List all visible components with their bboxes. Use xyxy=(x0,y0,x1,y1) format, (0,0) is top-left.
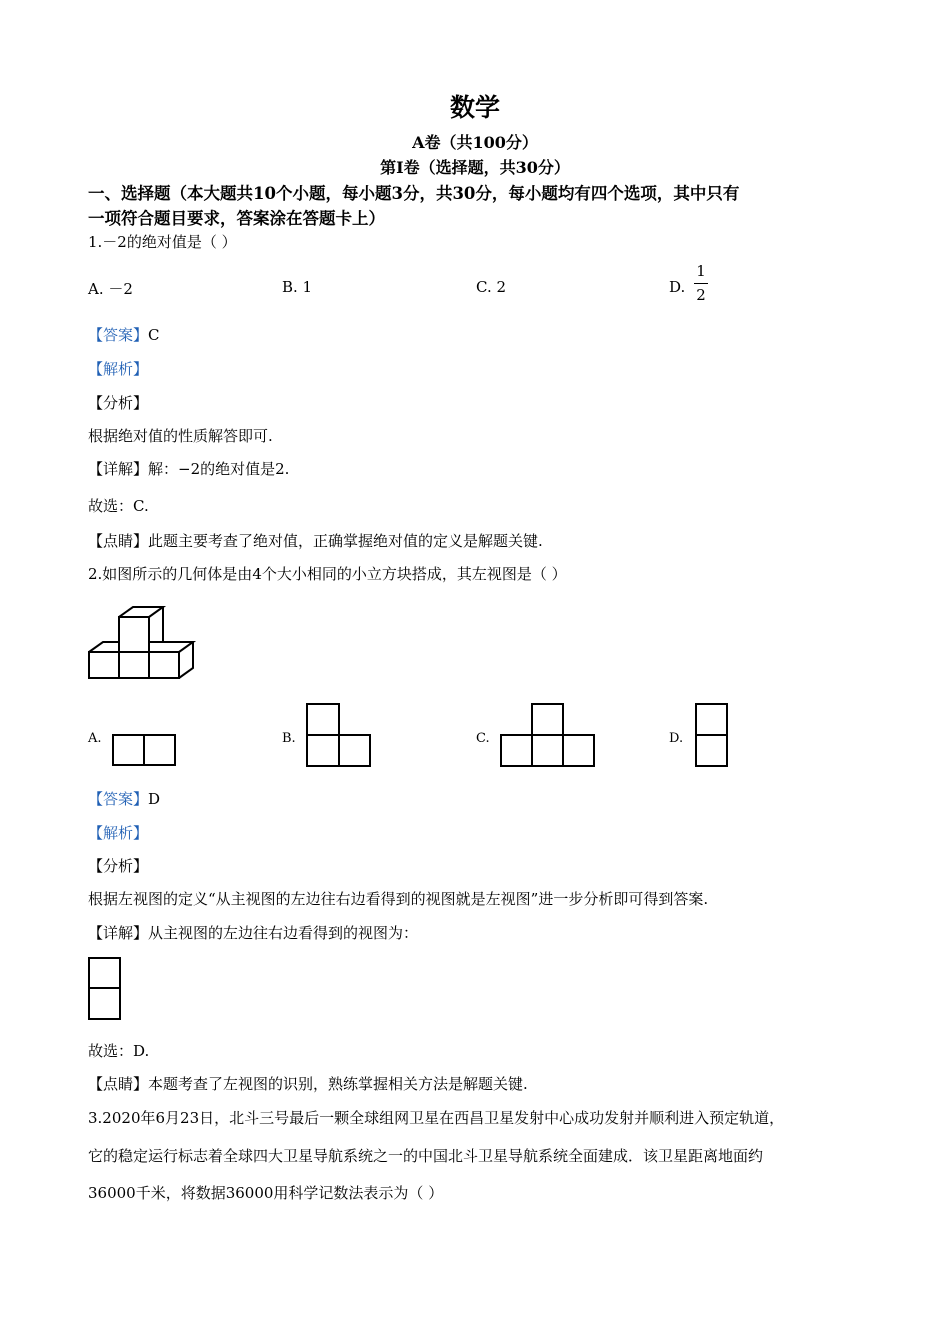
answer-tag: 【答案】 xyxy=(88,790,149,808)
q3-line3: 36000千米，将数据36000用科学记数法表示为（ ） xyxy=(88,1184,444,1202)
answer-value: D xyxy=(148,790,161,808)
q1-analysis-tag: 【解析】 xyxy=(88,360,149,378)
section-heading-line1: 一、选择题（本大题共10个小题，每小题3分，共30分，每小题均有四个选项，其中只有 xyxy=(88,184,740,203)
answer-tag: 【答案】 xyxy=(88,326,149,344)
part-subtitle: 第Ⅰ卷（选择题，共30分） xyxy=(380,158,570,177)
q1-answer xyxy=(88,324,160,345)
answer-value: C xyxy=(148,326,160,344)
q2-detail xyxy=(88,922,418,943)
q2-analysis-tag: 【解析】 xyxy=(88,824,149,842)
detail-text: 从主视图的左边往右边看得到的视图为： xyxy=(148,924,419,942)
fraction-bar xyxy=(694,283,708,284)
fraction-denominator: 2 xyxy=(696,286,706,304)
q1-detail xyxy=(88,458,289,479)
q1-option-a: A. －2 xyxy=(88,280,133,298)
comment-tag: 【点睛】 xyxy=(88,1075,149,1093)
q2-stem: 2.如图所示的几何体是由4个大小相同的小立方块搭成，其左视图是（ ） xyxy=(88,565,567,583)
section-heading-line2: 一项符合题目要求，答案涂在答题卡上） xyxy=(88,209,385,228)
comment-text: 此题主要考查了绝对值，正确掌握绝对值的定义是解题关键. xyxy=(148,532,543,550)
comment-text: 本题考查了左视图的识别，熟练掌握相关方法是解题关键. xyxy=(148,1075,528,1093)
q2-option-c-label: C. xyxy=(476,731,490,746)
q2-option-a-figure xyxy=(112,734,178,768)
q2-option-d-label: D. xyxy=(669,731,684,746)
q1-stem: 1.－2的绝对值是（ ） xyxy=(88,233,237,251)
q1-option-b: B. 1 xyxy=(282,278,313,296)
fraction-numerator: 1 xyxy=(696,262,706,280)
q2-option-d-figure xyxy=(695,703,729,768)
q1-option-d: D. xyxy=(669,278,686,296)
q2-option-c-figure xyxy=(500,703,596,768)
q3-line2: 它的稳定运行标志着全球四大卫星导航系统之一的中国北斗卫星导航系统全面建成．该卫星距离地面约 xyxy=(88,1147,764,1165)
q2-left-view-figure xyxy=(88,957,122,1021)
page-title: 数学 xyxy=(449,93,500,122)
q2-option-b-figure xyxy=(306,703,372,768)
q2-option-b-label: B. xyxy=(282,731,296,746)
q2-answer xyxy=(88,788,160,809)
q1-fenxi-text: 根据绝对值的性质解答即可. xyxy=(88,427,273,445)
q1-option-c: C. 2 xyxy=(476,278,507,296)
q2-solid-figure xyxy=(88,605,198,680)
q2-comment xyxy=(88,1073,528,1094)
q1-comment xyxy=(88,530,543,551)
q1-fenxi-tag: 【分析】 xyxy=(88,394,149,412)
detail-tag: 【详解】 xyxy=(88,460,149,478)
comment-tag: 【点睛】 xyxy=(88,532,149,550)
detail-tag: 【详解】 xyxy=(88,924,149,942)
detail-text: 解：−2的绝对值是2. xyxy=(148,460,290,478)
q2-option-a-label: A. xyxy=(88,731,102,746)
q2-fenxi-text: 根据左视图的定义“从主视图的左边往右边看得到的视图就是左视图”进一步分析即可得到答案. xyxy=(88,890,709,908)
q2-choose: 故选：D. xyxy=(88,1042,150,1060)
q1-choose: 故选：C. xyxy=(88,497,149,515)
paper-subtitle: A卷（共100分） xyxy=(412,133,538,152)
q2-fenxi-tag: 【分析】 xyxy=(88,857,149,875)
q3-line1: 3.2020年6月23日，北斗三号最后一颗全球组网卫星在西昌卫星发射中心成功发射并顺利进入预定轨道， xyxy=(88,1109,785,1127)
